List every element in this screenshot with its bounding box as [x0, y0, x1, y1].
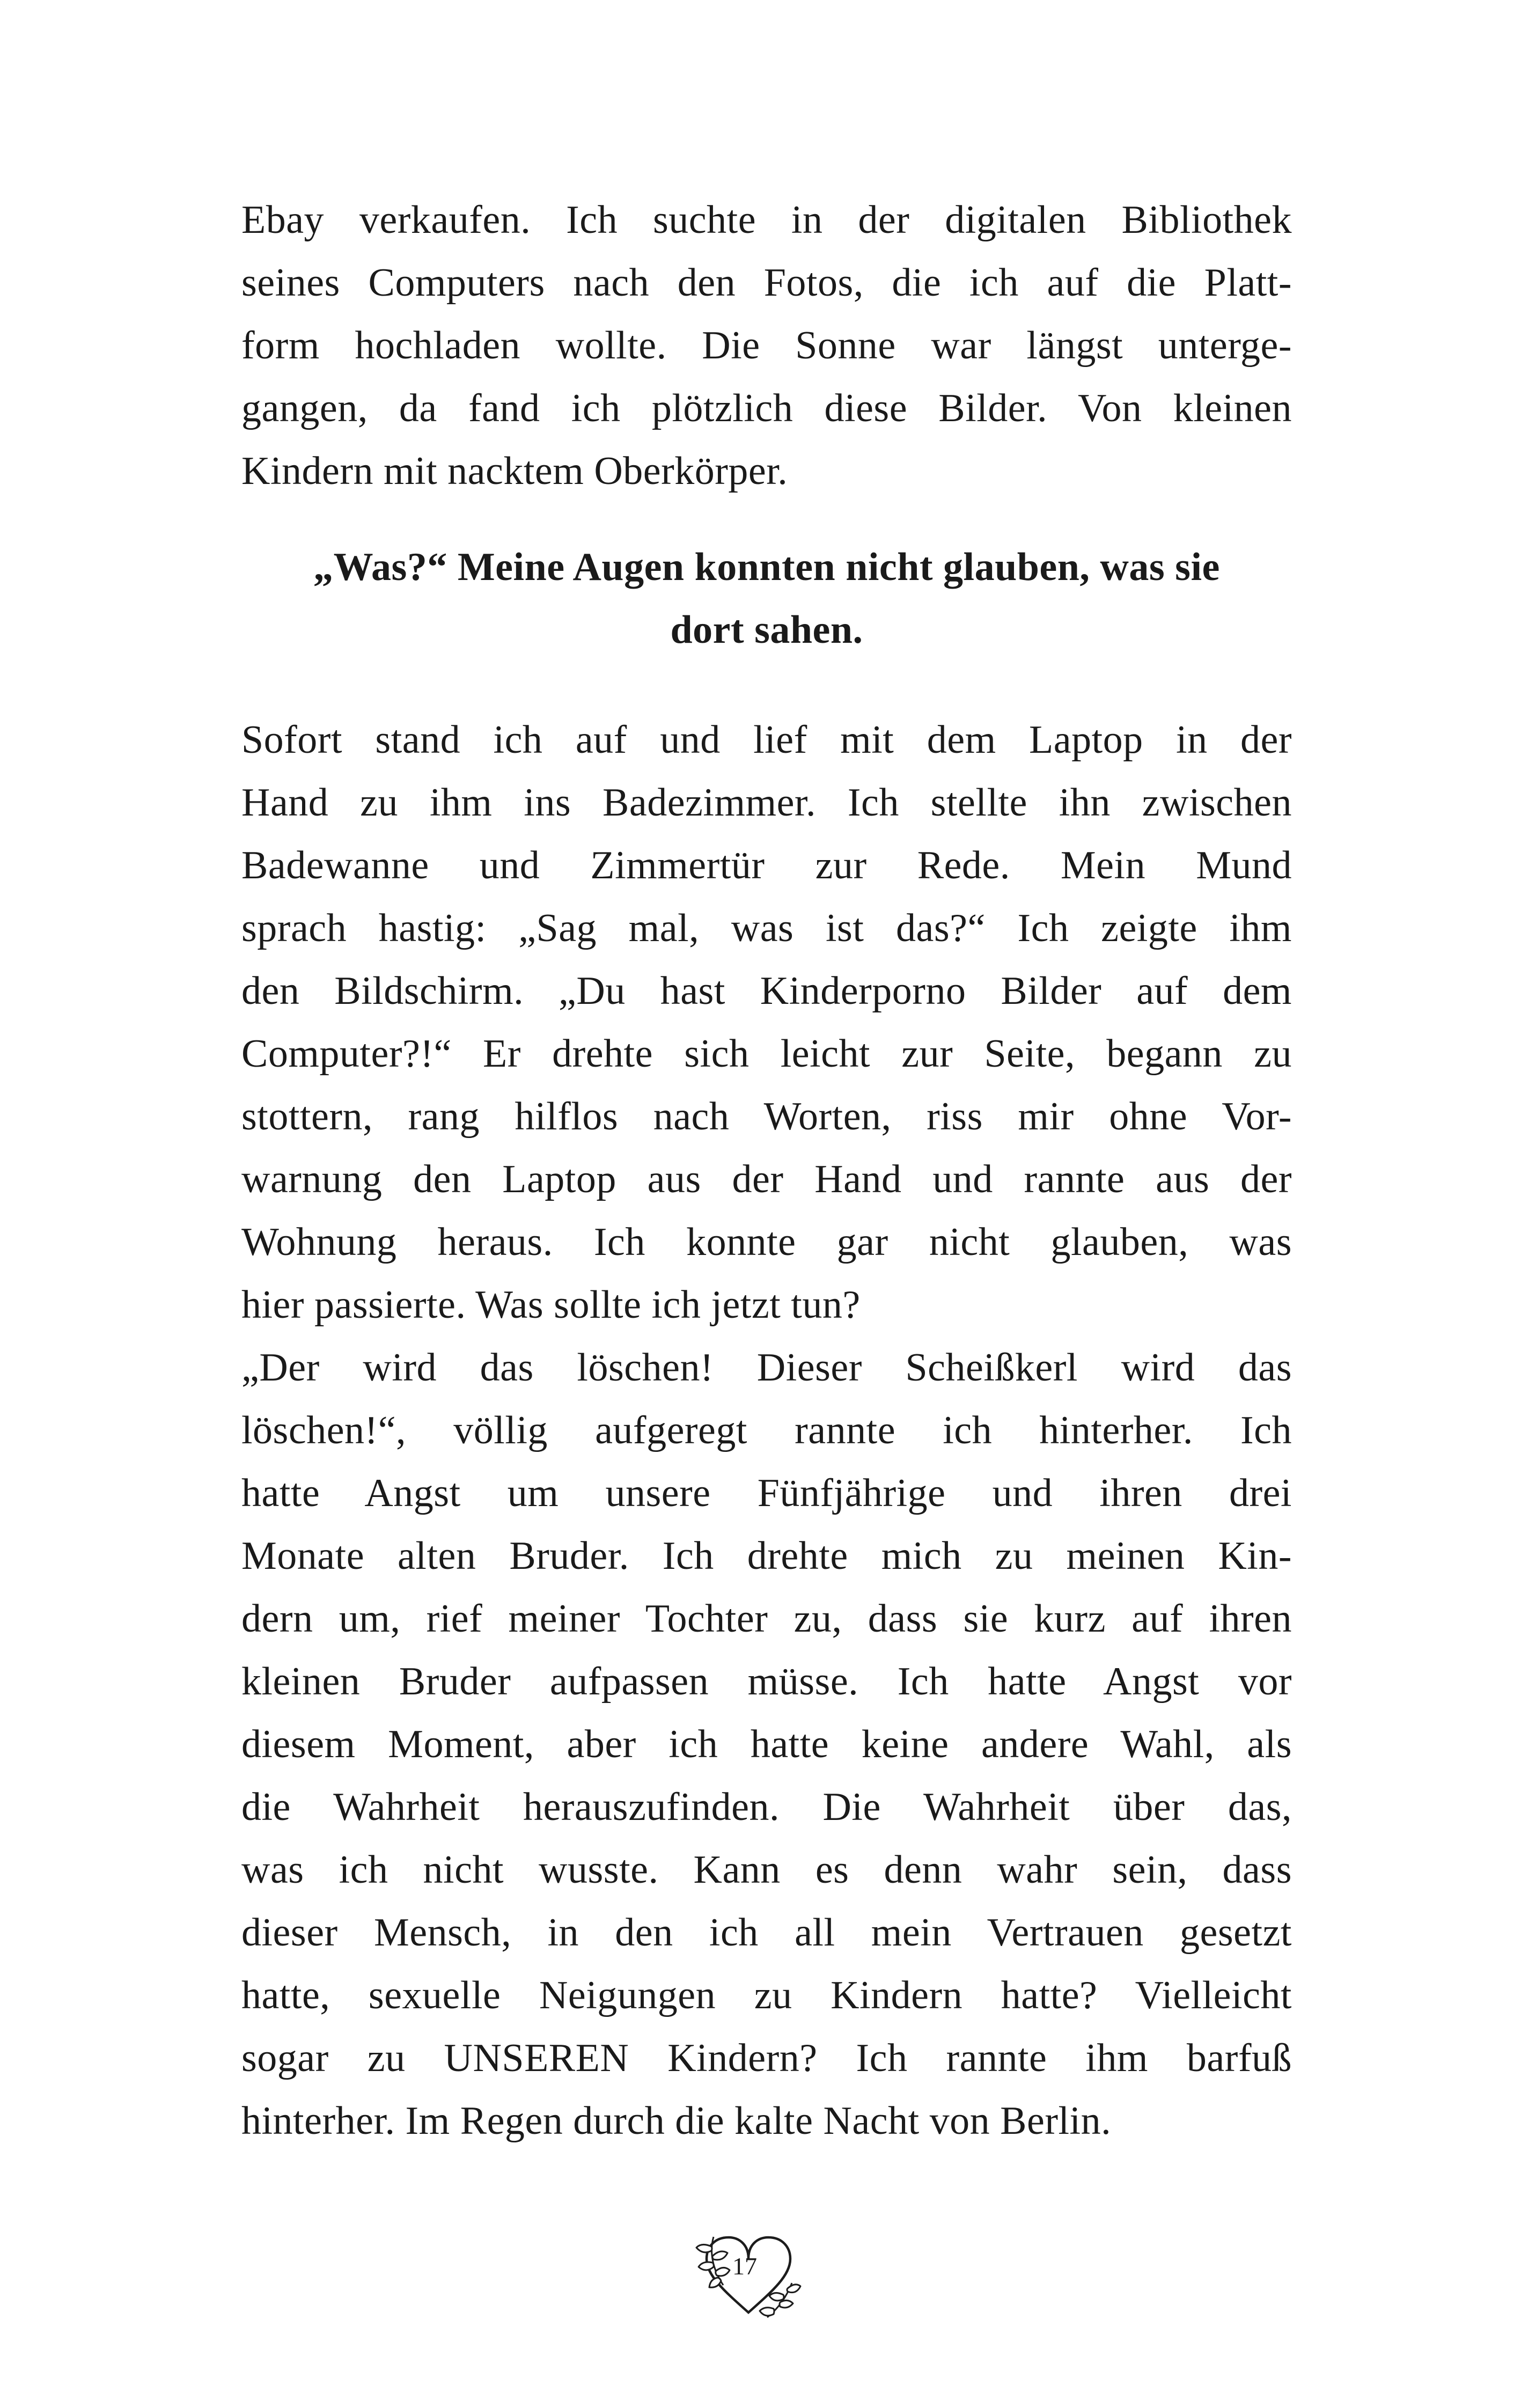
text-line: sprach hastig: „Sag mal, was ist das?“ Ich zeigte ihm — [241, 906, 1292, 950]
text-line: Monate alten Bruder. Ich drehte mich zu meinen Kin- — [241, 1534, 1292, 1578]
text-line: gangen, da fand ich plötzlich diese Bilder. Von kleinen — [241, 386, 1292, 430]
page-number: 17 — [732, 2252, 757, 2280]
text-line: Computer?!“ Er drehte sich leicht zur Seite, begann zu — [241, 1032, 1292, 1076]
text-line: hinterher. Im Regen durch die kalte Nacht von Berlin. — [241, 2099, 1112, 2143]
text-line: „Was?“ Meine Augen konnten nicht glauben, was sie — [313, 545, 1220, 589]
text-line: form hochladen wollte. Die Sonne war längst unterge- — [241, 324, 1292, 368]
text-line: löschen!“, völlig aufgeregt rannte ich hinterher. Ich — [241, 1408, 1292, 1452]
text-line: diesem Moment, aber ich hatte keine andere Wahl, als — [241, 1722, 1292, 1766]
heart-ornament — [692, 2226, 805, 2338]
text-line: seines Computers nach den Fotos, die ich auf die Platt- — [241, 261, 1292, 305]
text-block — [241, 189, 1292, 2153]
text-line: „Der wird das löschen! Dieser Scheißkerl wird das — [241, 1346, 1292, 1390]
text-line: Sofort stand ich auf und lief mit dem Laptop in der — [241, 718, 1292, 762]
text-line: die Wahrheit herauszufinden. Die Wahrheit über das, — [241, 1785, 1292, 1829]
paragraph — [241, 1337, 1292, 2153]
text-line: Ebay verkaufen. Ich suchte in der digitalen Bibliothek — [241, 198, 1292, 242]
page-footer-ornament — [692, 2226, 805, 2338]
text-line: stottern, rang hilflos nach Worten, riss mir ohne Vor- — [241, 1095, 1292, 1139]
text-line: hier passierte. Was sollte ich jetzt tun? — [241, 1283, 861, 1327]
text-line: was ich nicht wusste. Kann es denn wahr sein, dass — [241, 1848, 1292, 1892]
text-line: kleinen Bruder aufpassen müsse. Ich hatte Angst vor — [241, 1660, 1292, 1704]
paragraph — [241, 189, 1292, 503]
paragraph — [241, 709, 1292, 1337]
text-line: Hand zu ihm ins Badezimmer. Ich stellte ihn zwischen — [241, 781, 1292, 825]
text-line: warnung den Laptop aus der Hand und rannte aus der — [241, 1157, 1292, 1201]
text-line: hatte Angst um unsere Fünfjährige und ihren drei — [241, 1471, 1292, 1515]
paragraph — [241, 536, 1292, 662]
text-line: dern um, rief meiner Tochter zu, dass sie kurz auf ihren — [241, 1597, 1292, 1641]
leaf-branch-bottom-right-icon — [760, 2283, 800, 2317]
text-line: hatte, sexuelle Neigungen zu Kindern hatte? Vielleicht — [241, 1973, 1292, 2017]
text-line: Wohnung heraus. Ich konnte gar nicht glauben, was — [241, 1220, 1292, 1264]
text-line: Kindern mit nacktem Oberkörper. — [241, 449, 788, 493]
text-line: sogar zu UNSEREN Kindern? Ich rannte ihm barfuß — [241, 2036, 1292, 2080]
text-line: dieser Mensch, in den ich all mein Vertrauen gesetzt — [241, 1911, 1292, 1955]
text-line: dort sahen. — [670, 608, 863, 652]
text-line: den Bildschirm. „Du hast Kinderporno Bilder auf dem — [241, 969, 1292, 1013]
text-line: Badewanne und Zimmertür zur Rede. Mein Mund — [241, 843, 1292, 887]
